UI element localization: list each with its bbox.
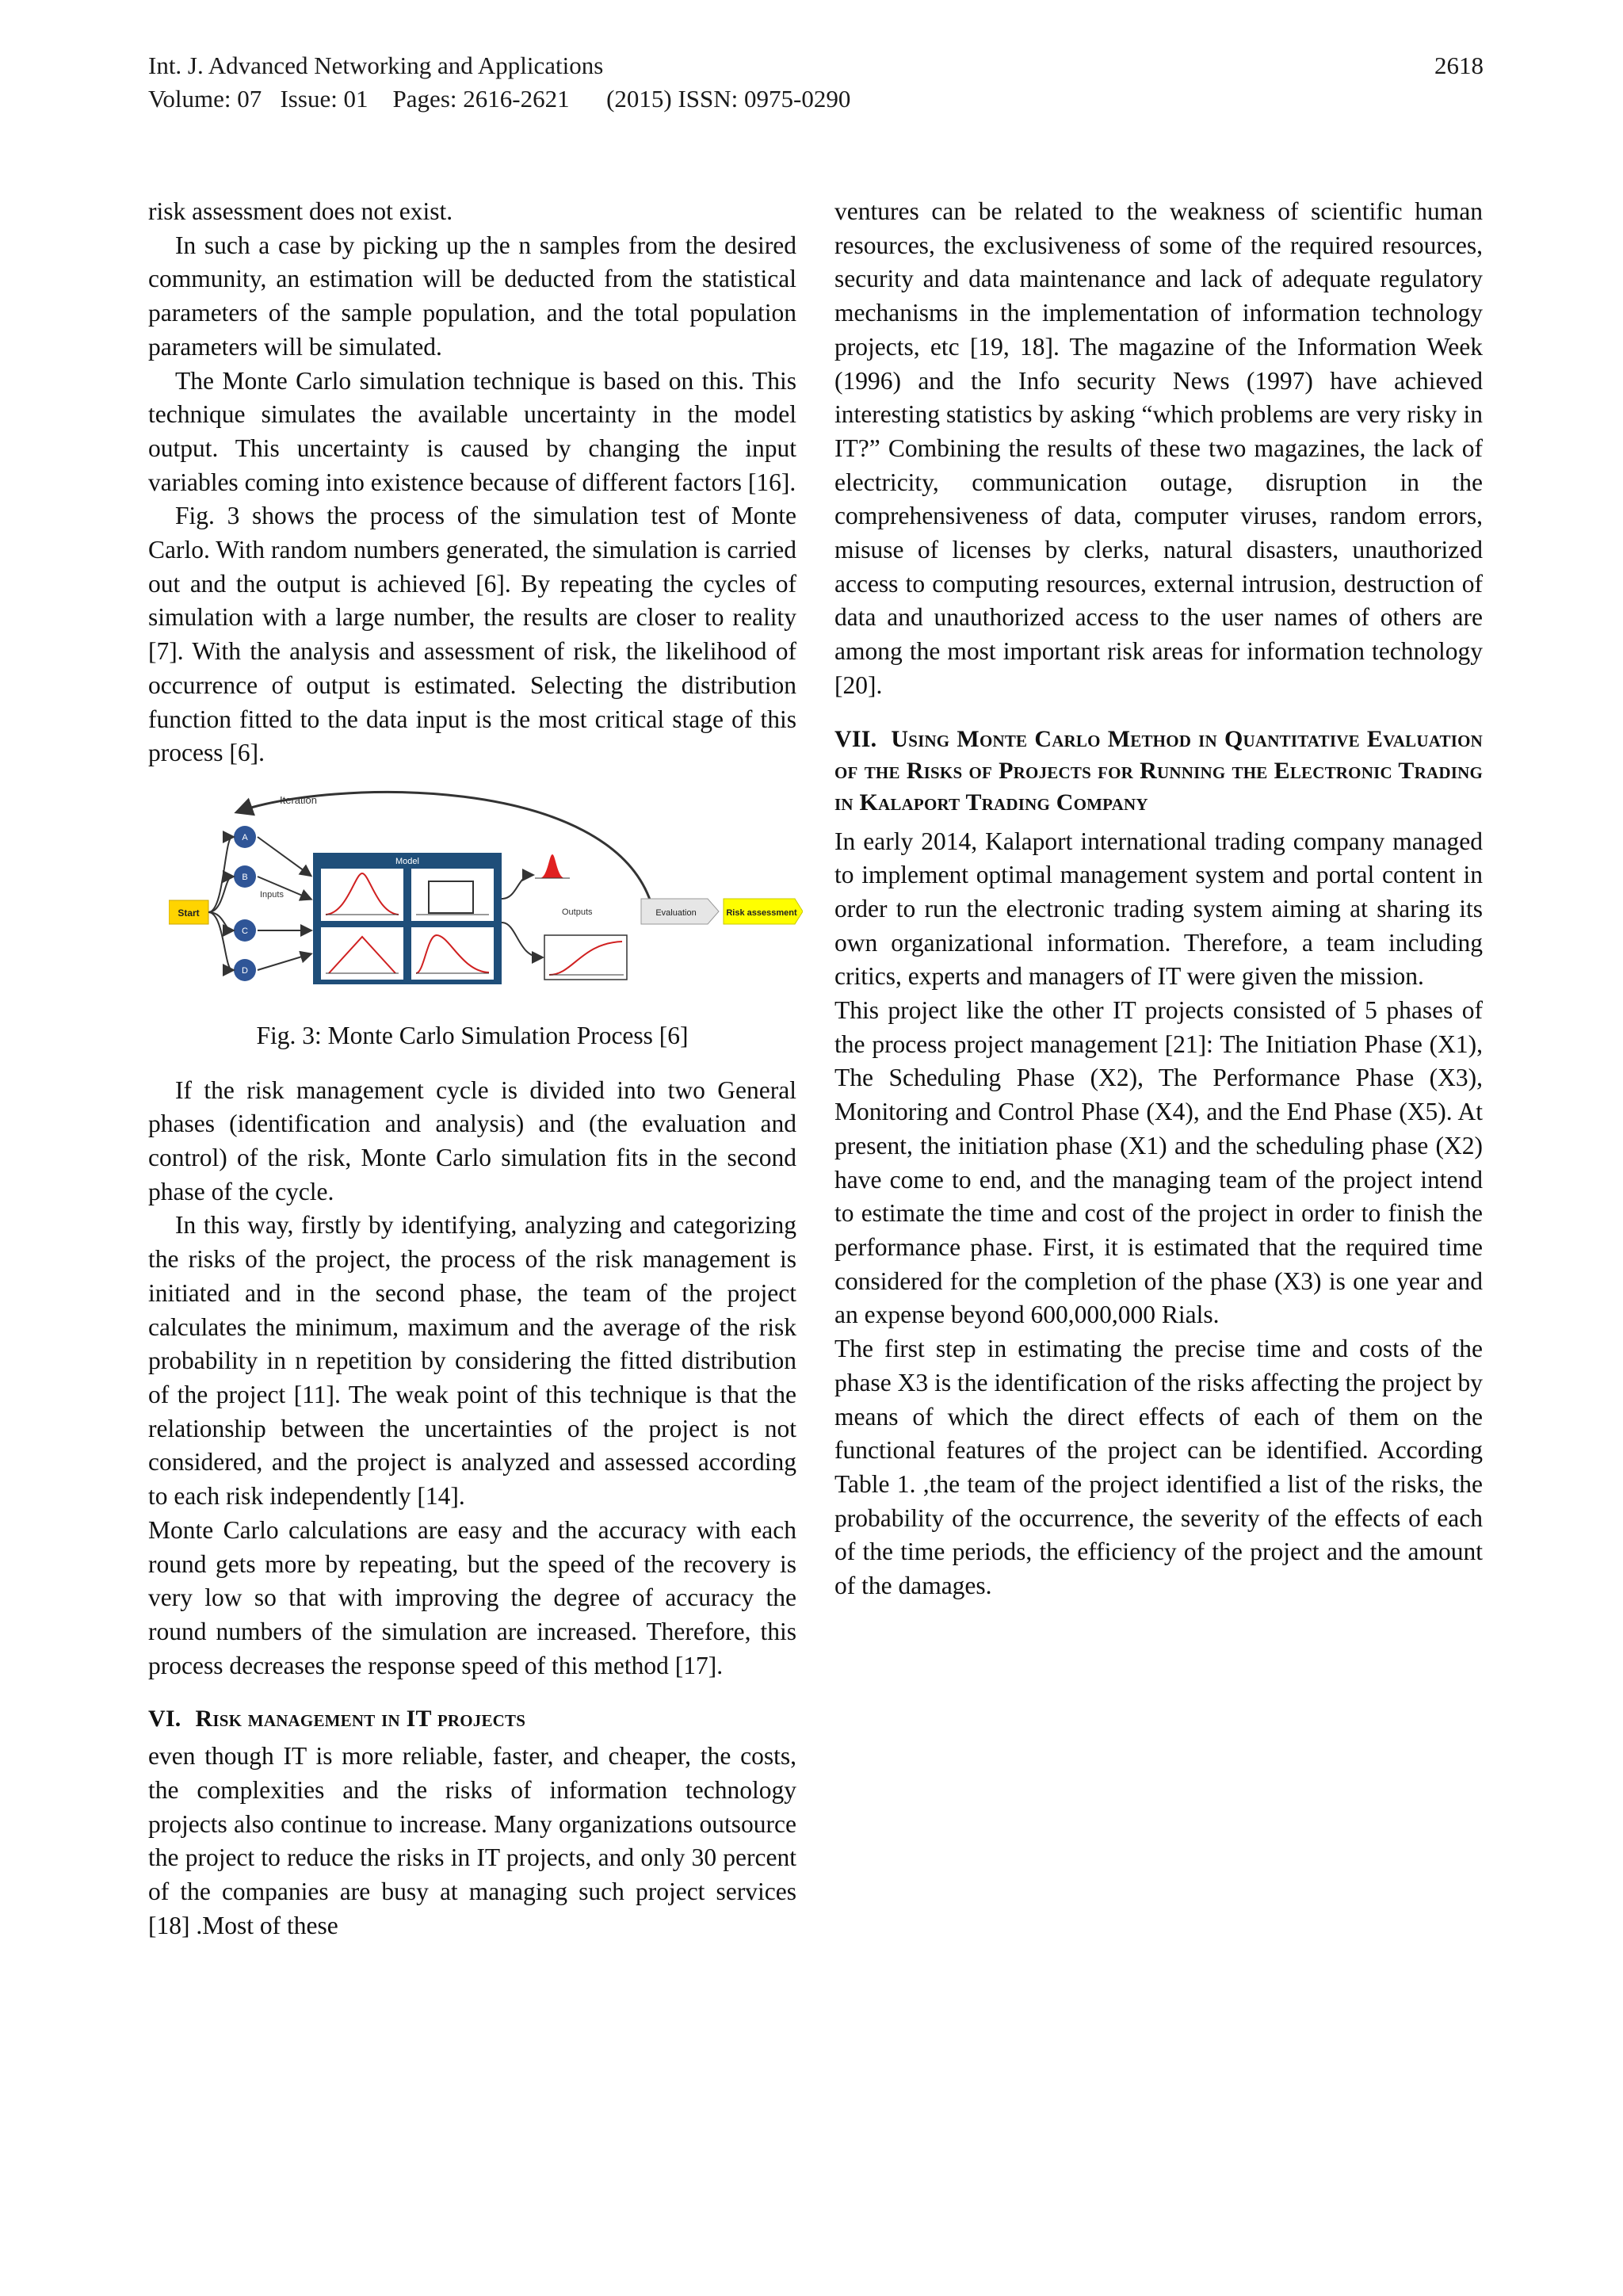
paragraph: If the risk management cycle is divided into two General phases (identification and analysis) and (the evaluation and control) of the risk, Monte Carlo simulation fits in the second phase of the cycle. — [148, 1075, 796, 1205]
evaluation-label: Evaluation — [655, 907, 697, 918]
section-title: Risk management in IT projects — [195, 1706, 526, 1733]
model-label: Model — [395, 856, 419, 866]
paragraph: In this way, firstly by identifying, analyzing and categorizing the risks of the project, the process of the risk management is initiated and in the second phase, the team of the project calculates the minimum, maximum and the average of the risk probability in n repetition by considering the fitted distribution of the project [11]. The weak point of this technique is that the relationship between the uncertainties of the project is not considered, and the project is analyzed and assessed according to each risk independently [14]. — [148, 1211, 796, 1511]
section-heading-vii — [834, 724, 1483, 819]
section-number: VI. — [148, 1706, 181, 1733]
volume-issue-line: Volume: 07 Issue: 01 Pages: 2616-2621 (2015) ISSN: 0975-0290 — [148, 85, 851, 113]
paragraph: In early 2014, Kalaport international trading company managed to implement optimal management system and portal content in order to run the electronic trading system aiming at sharing its own organizational information. Therefore, a team including critics, experts and managers of IT were given the mission. — [834, 827, 1483, 991]
paragraph: Monte Carlo calculations are easy and the accuracy with each round gets more by repeating, but the speed of the recovery is very low so that with improving the degree of accuracy the round numbers of the simulation are increased. Therefore, this process decreases the response speed of this method [17]. — [148, 1515, 796, 1679]
paragraph: In such a case by picking up the n samples from the desired community, an estimation will be deducted from the statistical parameters of the sample population, and the total population parameters will be simulated. — [148, 231, 796, 361]
paragraph: The first step in estimating the precise time and costs of the phase X3 is the identification of the risks affecting the project by means of which the direct effects of each of them on the functional features of the project can be identified. According Table 1. ,the team of the project identified a list of the risks, the probability of the occurrence, the severity of the effects of each of the time periods, the efficiency of the project and the amount of the damages. — [834, 1335, 1483, 1600]
paragraph: ventures can be related to the weakness of scientific human resources, the exclusiveness of some of the required resources, security and data maintenance and lack of adequate regulatory mechanisms in the implementation of information technology projects, etc [19, 18]. The magazine of the Information Week (1996) and the Info security News (1997) have achieved interesting statistics by asking “which problems are very risky in IT?” Combining the results of these two magazines, the lack of electricity, communication outage, disruption in the comprehensiveness of data, computer viruses, random errors, misuse of licenses by clerks, natural disasters, unauthorized access to computing resources, external intrusion, destruction of data and unauthorized access to the user names of others are among the most important risk areas for information technology [20]. — [834, 197, 1483, 699]
page-number: 2618 — [1434, 52, 1484, 79]
section-number: VII. — [834, 725, 877, 752]
input-c-label: C — [242, 926, 248, 936]
input-a-label: A — [242, 832, 248, 842]
monte-carlo-diagram — [169, 788, 803, 986]
paragraph: even though IT is more reliable, faster, and cheaper, the costs, the complexities and the risks of information technology projects also continue to increase. Many organizations outsource the project to reduce the risks in IT projects, and only 30 percent of the companies are busy at managing such project services [18] .Most of these — [148, 1742, 796, 1939]
paragraph: This project like the other IT projects consisted of 5 phases of the process project management [21]: The Initiation Phase (X1), The Scheduling Phase (X2), The Performance Phase (X3), Monitoring and Control Phase (X4), and the End Phase (X5). At present, the initiation phase (X1) and the scheduling phase (X2) have come to end, and the managing team of the project intend to estimate the time and cost of the project in order to finish the performance phase. First, it is estimated that the required time considered for the completion of the phase (X3) is one year and an expense beyond 600,000,000 Rials. — [834, 996, 1483, 1329]
journal-title: Int. J. Advanced Networking and Applications — [148, 52, 604, 79]
outputs-label: Outputs — [562, 907, 593, 917]
input-d-label: D — [242, 965, 248, 976]
iteration-label: Iteration — [280, 793, 317, 806]
paragraph: The Monte Carlo simulation technique is based on this. This technique simulates the available uncertainty in the model output. This uncertainty is caused by changing the input variables coming into existence because of different factors [16]. — [148, 366, 796, 496]
start-label: Start — [178, 907, 200, 919]
right-column — [834, 195, 1483, 1603]
paragraph: risk assessment does not exist. — [148, 197, 453, 225]
inputs-label: Inputs — [260, 889, 284, 900]
input-circles — [234, 826, 256, 981]
left-column — [148, 195, 796, 1943]
figure-caption: Fig. 3: Monte Carlo Simulation Process [6] — [256, 1021, 689, 1049]
figure-monte-carlo-process — [148, 788, 796, 1014]
paragraph: Fig. 3 shows the process of the simulation test of Monte Carlo. With random numbers generated, the simulation is carried out and the output is achieved [6]. By repeating the cycles of simulation with a large number, the results are closer to reality [7]. With the analysis and assessment of risk, the likelihood of occurrence of output is estimated. Selecting the distribution function fitted to the data input is the most critical stage of this process [6]. — [148, 502, 796, 767]
output-distribution — [540, 854, 565, 878]
risk-assessment-label: Risk assessment — [726, 907, 797, 918]
section-heading-vi — [148, 1703, 796, 1735]
section-title: Using Monte Carlo Method in Quantitative Evaluation of the Risks of Projects for Running the Electronic Trading in Kalaport Trading Company — [834, 725, 1483, 816]
input-b-label: B — [242, 872, 248, 882]
